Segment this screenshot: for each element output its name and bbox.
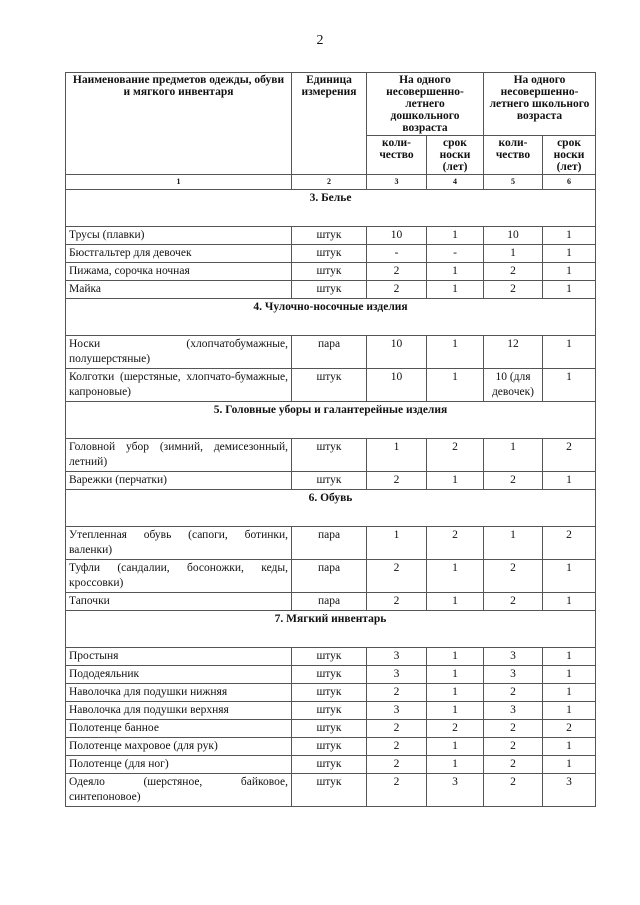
unit-cell: штук <box>292 227 367 245</box>
section-header-row <box>66 190 596 227</box>
school-term: 1 <box>543 472 596 490</box>
school-qty: 2 <box>484 263 543 281</box>
school-term: 2 <box>543 439 596 472</box>
school-qty: 10 <box>484 227 543 245</box>
unit-cell: штук <box>292 263 367 281</box>
item-name: Колготки (шерстяные, хлопчато-бумажные, капроновые) <box>66 369 292 402</box>
item-name: Полотенце банное <box>66 720 292 738</box>
school-term: 1 <box>543 245 596 263</box>
preschool-term: 3 <box>427 774 484 807</box>
unit-cell: штук <box>292 756 367 774</box>
school-qty: 2 <box>484 756 543 774</box>
item-name: Трусы (плавки) <box>66 227 292 245</box>
school-term: 2 <box>543 527 596 560</box>
column-number: 3 <box>367 175 427 190</box>
section-header-row <box>66 299 596 336</box>
unit-cell: штук <box>292 684 367 702</box>
table-row <box>66 774 596 807</box>
item-name: Наволочка для подушки нижняя <box>66 684 292 702</box>
section-title: 5. Головные уборы и галантерейные изделия <box>66 402 596 439</box>
school-term: 1 <box>543 336 596 369</box>
preschool-qty: - <box>367 245 427 263</box>
preschool-term: - <box>427 245 484 263</box>
school-qty: 3 <box>484 702 543 720</box>
preschool-term: 2 <box>427 720 484 738</box>
school-term: 1 <box>543 756 596 774</box>
header-school: На одного несовершенно-летнего школьного возраста <box>484 73 596 136</box>
unit-cell: штук <box>292 702 367 720</box>
table-row <box>66 281 596 299</box>
item-name: Бюстгальтер для девочек <box>66 245 292 263</box>
preschool-term: 1 <box>427 336 484 369</box>
table-row <box>66 245 596 263</box>
section-title: 6. Обувь <box>66 490 596 527</box>
column-number: 2 <box>292 175 367 190</box>
unit-cell: штук <box>292 281 367 299</box>
item-name: Головной убор (зимний, демисезонный, летний) <box>66 439 292 472</box>
table-row <box>66 593 596 611</box>
table-row <box>66 472 596 490</box>
school-term: 1 <box>543 281 596 299</box>
section-header-row <box>66 611 596 648</box>
school-qty: 1 <box>484 245 543 263</box>
school-qty: 10 (для девочек) <box>484 369 543 402</box>
table-row <box>66 227 596 245</box>
header-unit: Единица измерения <box>292 73 367 175</box>
preschool-qty: 2 <box>367 774 427 807</box>
school-qty: 3 <box>484 648 543 666</box>
table-row <box>66 336 596 369</box>
preschool-qty: 3 <box>367 702 427 720</box>
school-qty: 2 <box>484 281 543 299</box>
school-term: 2 <box>543 720 596 738</box>
preschool-qty: 2 <box>367 560 427 593</box>
preschool-term: 1 <box>427 593 484 611</box>
section-header-row <box>66 490 596 527</box>
table-row <box>66 684 596 702</box>
table-row <box>66 666 596 684</box>
section-title: 3. Белье <box>66 190 596 227</box>
school-qty: 2 <box>484 560 543 593</box>
item-name: Варежки (перчатки) <box>66 472 292 490</box>
preschool-term: 1 <box>427 369 484 402</box>
item-name: Простыня <box>66 648 292 666</box>
header-item-name: Наименование предметов одежды, обуви и мягкого инвентаря <box>66 73 292 175</box>
unit-cell: штук <box>292 774 367 807</box>
header-school-qty: коли-чество <box>484 136 543 175</box>
unit-cell: пара <box>292 560 367 593</box>
school-term: 1 <box>543 648 596 666</box>
table-row <box>66 263 596 281</box>
preschool-qty: 10 <box>367 369 427 402</box>
table-row <box>66 756 596 774</box>
preschool-qty: 2 <box>367 684 427 702</box>
header-preschool-term: срок носки (лет) <box>427 136 484 175</box>
school-qty: 3 <box>484 666 543 684</box>
preschool-qty: 10 <box>367 336 427 369</box>
unit-cell: штук <box>292 472 367 490</box>
table-row <box>66 369 596 402</box>
item-name: Одеяло (шерстяное, байковое, синтепоновое) <box>66 774 292 807</box>
unit-cell: штук <box>292 648 367 666</box>
preschool-qty: 3 <box>367 666 427 684</box>
unit-cell: пара <box>292 593 367 611</box>
preschool-term: 1 <box>427 738 484 756</box>
preschool-qty: 10 <box>367 227 427 245</box>
unit-cell: штук <box>292 738 367 756</box>
item-name: Пижама, сорочка ночная <box>66 263 292 281</box>
table-row <box>66 527 596 560</box>
unit-cell: штук <box>292 439 367 472</box>
preschool-term: 2 <box>427 439 484 472</box>
item-name: Полотенце махровое (для рук) <box>66 738 292 756</box>
item-name: Пододеяльник <box>66 666 292 684</box>
preschool-term: 1 <box>427 684 484 702</box>
unit-cell: штук <box>292 720 367 738</box>
preschool-qty: 2 <box>367 263 427 281</box>
school-term: 3 <box>543 774 596 807</box>
school-qty: 2 <box>484 738 543 756</box>
unit-cell: пара <box>292 336 367 369</box>
item-name: Майка <box>66 281 292 299</box>
preschool-qty: 2 <box>367 756 427 774</box>
preschool-qty: 2 <box>367 472 427 490</box>
school-term: 1 <box>543 263 596 281</box>
preschool-term: 1 <box>427 666 484 684</box>
preschool-qty: 2 <box>367 593 427 611</box>
preschool-term: 1 <box>427 756 484 774</box>
school-term: 1 <box>543 684 596 702</box>
preschool-qty: 2 <box>367 281 427 299</box>
school-term: 1 <box>543 560 596 593</box>
school-qty: 2 <box>484 774 543 807</box>
preschool-term: 1 <box>427 227 484 245</box>
preschool-term: 2 <box>427 527 484 560</box>
preschool-qty: 2 <box>367 720 427 738</box>
school-qty: 1 <box>484 527 543 560</box>
item-name: Полотенце (для ног) <box>66 756 292 774</box>
item-name: Наволочка для подушки верхняя <box>66 702 292 720</box>
school-term: 1 <box>543 369 596 402</box>
table-row <box>66 702 596 720</box>
header-preschool: На одного несовершенно-летнего дошкольного возраста <box>367 73 484 136</box>
school-qty: 2 <box>484 472 543 490</box>
table-row <box>66 720 596 738</box>
header-preschool-qty: коли-чество <box>367 136 427 175</box>
item-name: Туфли (сандалии, босоножки, кеды, кроссовки) <box>66 560 292 593</box>
section-title: 4. Чулочно-носочные изделия <box>66 299 596 336</box>
preschool-term: 1 <box>427 472 484 490</box>
section-title: 7. Мягкий инвентарь <box>66 611 596 648</box>
item-name: Утепленная обувь (сапоги, ботинки, валенки) <box>66 527 292 560</box>
preschool-qty: 3 <box>367 648 427 666</box>
item-name: Носки (хлопчатобумажные, полушерстяные) <box>66 336 292 369</box>
school-qty: 2 <box>484 593 543 611</box>
school-qty: 2 <box>484 720 543 738</box>
table-row <box>66 560 596 593</box>
table-row <box>66 648 596 666</box>
preschool-term: 1 <box>427 263 484 281</box>
table-row <box>66 439 596 472</box>
item-name: Тапочки <box>66 593 292 611</box>
header-school-term: срок носки (лет) <box>543 136 596 175</box>
preschool-term: 1 <box>427 702 484 720</box>
preschool-term: 1 <box>427 648 484 666</box>
school-term: 1 <box>543 702 596 720</box>
unit-cell: штук <box>292 245 367 263</box>
unit-cell: пара <box>292 527 367 560</box>
school-term: 1 <box>543 593 596 611</box>
column-number: 5 <box>484 175 543 190</box>
preschool-qty: 2 <box>367 738 427 756</box>
clothing-norms-table <box>65 72 596 807</box>
school-qty: 1 <box>484 439 543 472</box>
table-row <box>66 738 596 756</box>
school-qty: 2 <box>484 684 543 702</box>
school-qty: 12 <box>484 336 543 369</box>
unit-cell: штук <box>292 666 367 684</box>
school-term: 1 <box>543 227 596 245</box>
preschool-qty: 1 <box>367 439 427 472</box>
column-number: 1 <box>66 175 292 190</box>
preschool-qty: 1 <box>367 527 427 560</box>
column-number: 4 <box>427 175 484 190</box>
page-number: 2 <box>316 33 324 48</box>
column-number: 6 <box>543 175 596 190</box>
school-term: 1 <box>543 666 596 684</box>
school-term: 1 <box>543 738 596 756</box>
preschool-term: 1 <box>427 281 484 299</box>
preschool-term: 1 <box>427 560 484 593</box>
section-header-row <box>66 402 596 439</box>
unit-cell: штук <box>292 369 367 402</box>
